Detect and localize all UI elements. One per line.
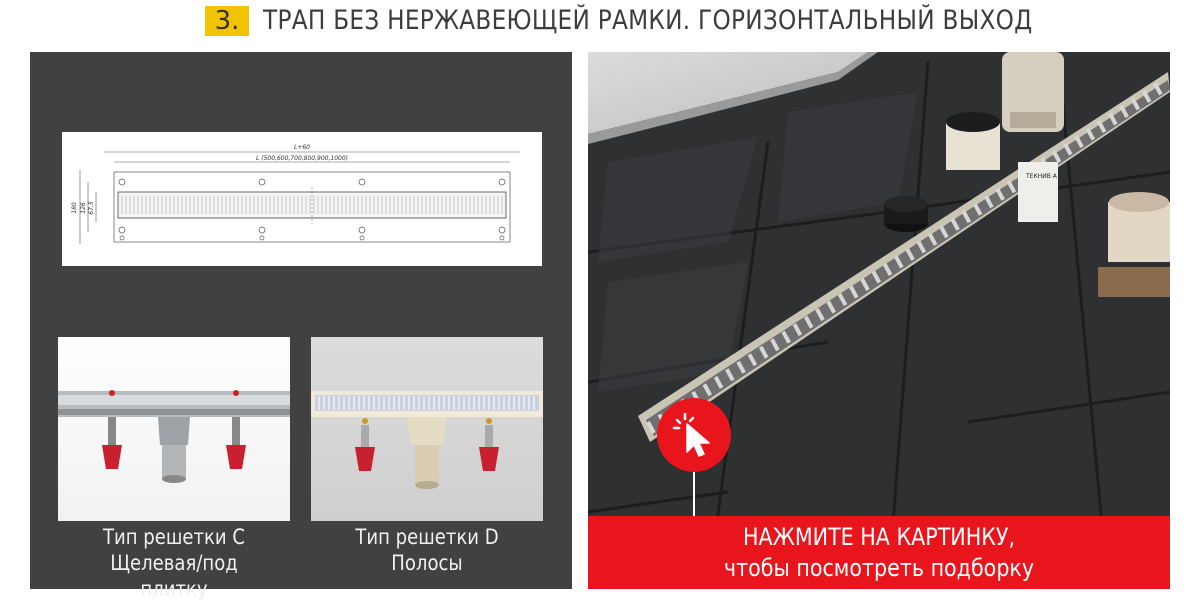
cta-banner[interactable] (588, 516, 1170, 589)
step-number-badge: 3. (205, 6, 249, 36)
grate-type-d-caption (327, 524, 527, 576)
click-icon[interactable] (657, 398, 731, 472)
jar-label: ТЕКНИВ А (1026, 173, 1057, 180)
pointer-line (693, 472, 695, 516)
technical-drawing[interactable] (62, 132, 542, 266)
length-options-label: L (500,600,700,800,900,1000) (256, 155, 348, 162)
height-mid-label: 126 (80, 202, 87, 214)
installation-photo-link[interactable] (588, 52, 1170, 589)
height-inner-label: 67.5 (88, 201, 95, 215)
grate-type-c-subtitle: Щелевая/под плитку (110, 551, 238, 600)
grate-type-d-subtitle: Полосы (391, 551, 463, 575)
grate-type-c-caption (74, 524, 274, 600)
height-outer-label: 180 (71, 202, 78, 214)
page-header (0, 0, 1200, 46)
cta-title: НАЖМИТЕ НА КАРТИНКУ, (742, 523, 1016, 551)
grate-type-c-image[interactable] (58, 337, 290, 521)
grate-type-d-title: Тип решетки D (355, 525, 499, 549)
grate-type-c-title: Тип решетки С (102, 525, 246, 549)
installation-photo (588, 52, 1170, 589)
total-length-label: L+60 (293, 144, 311, 151)
page-title: ТРАП БЕЗ НЕРЖАВЕЮЩЕЙ РАМКИ. ГОРИЗОНТАЛЬНЫЙ ВЫХОД (263, 5, 1033, 36)
product-info-panel (30, 52, 572, 600)
grate-type-d-image[interactable] (311, 337, 543, 521)
cta-subtitle: чтобы посмотреть подборку (723, 554, 1035, 582)
